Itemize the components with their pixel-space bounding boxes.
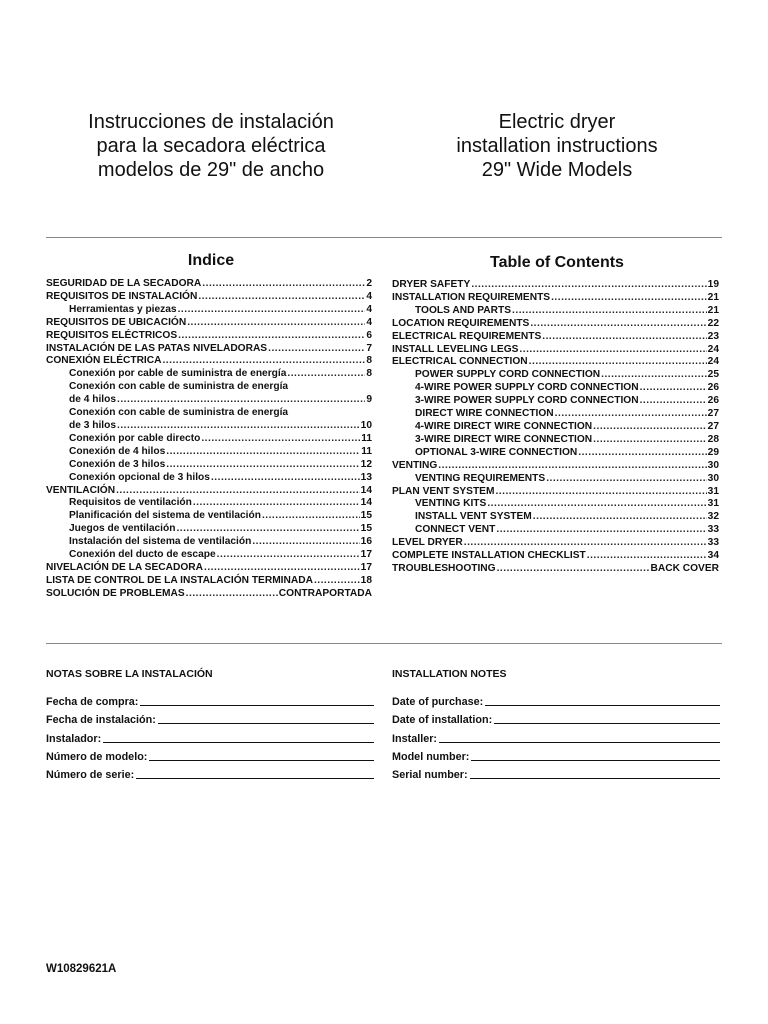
toc-entry-page: 17	[360, 549, 372, 561]
toc-entry-page: 27	[707, 408, 719, 420]
title-spanish	[46, 110, 376, 182]
toc-entry	[392, 331, 719, 344]
toc-entry	[46, 304, 372, 317]
note-field-blank-line	[470, 777, 720, 779]
toc-leader-dots	[217, 549, 360, 562]
toc-entry-page: 28	[707, 433, 719, 445]
toc-entry-title: CONEXIÓN ELÉCTRICA	[46, 355, 162, 367]
toc-entry-title: REQUISITOS ELÉCTRICOS	[46, 329, 178, 341]
toc-entry	[392, 511, 719, 524]
toc-entry-page: 32	[707, 511, 719, 523]
toc-leader-dots	[487, 498, 706, 511]
toc-entry-title: 3-WIRE DIRECT WIRE CONNECTION	[415, 433, 593, 445]
note-field-label: Installer:	[392, 732, 438, 745]
toc-entry	[392, 305, 719, 318]
toc-entry-page: 18	[360, 574, 372, 586]
toc-leader-dots	[178, 330, 365, 343]
note-field-label: Instalador:	[46, 732, 102, 745]
toc-leader-dots	[268, 343, 365, 356]
notes-spanish	[46, 690, 374, 781]
toc-entry-page: 17	[360, 561, 372, 573]
toc-entry-title: LEVEL DRYER	[392, 537, 463, 549]
toc-entry-title: VENTING KITS	[415, 498, 487, 510]
toc-entry-page: 15	[360, 510, 372, 522]
toc-entry-title: Requisitos de ventilación	[69, 497, 192, 509]
toc-entry-page: 26	[707, 395, 719, 407]
toc-entry-page: 4	[366, 316, 372, 328]
note-field-blank-line	[136, 777, 374, 779]
toc-entry-title: SOLUCIÓN DE PROBLEMAS	[46, 587, 185, 599]
toc-entry-title: SEGURIDAD DE LA SECADORA	[46, 278, 202, 289]
toc-entry-title: 4-WIRE DIRECT WIRE CONNECTION	[415, 420, 593, 432]
toc-entry	[46, 291, 372, 304]
toc-entry	[46, 446, 372, 459]
toc-entry-title: COMPLETE INSTALLATION CHECKLIST	[392, 550, 586, 562]
toc-entry-page: 13	[360, 471, 372, 483]
toc-entry	[46, 420, 372, 433]
toc-entry-page: 9	[366, 394, 372, 406]
notes-en-heading: INSTALLATION NOTES	[392, 668, 507, 680]
toc-leader-dots	[542, 331, 706, 344]
toc-leader-dots	[187, 317, 365, 330]
toc-entry-title: 3-WIRE POWER SUPPLY CORD CONNECTION	[415, 395, 639, 407]
toc-entry	[392, 498, 719, 511]
title-es-line: modelos de 29" de ancho	[97, 159, 325, 181]
toc-entry	[392, 318, 719, 331]
toc-entry-title: INSTALL VENT SYSTEM	[415, 511, 532, 523]
toc-entry-title: de 3 hilos	[69, 419, 116, 431]
note-field-label: Número de serie:	[46, 768, 135, 781]
toc-leader-dots	[117, 420, 360, 433]
toc-entry-page: 30	[707, 459, 719, 471]
note-field	[392, 690, 720, 708]
toc-entry	[46, 523, 372, 536]
toc-entry-page: 16	[360, 536, 372, 548]
note-field	[46, 708, 374, 726]
toc-leader-dots	[202, 278, 365, 291]
toc-entry	[46, 472, 372, 485]
toc-entry-page: 6	[366, 329, 372, 341]
note-field	[392, 726, 720, 744]
toc-entry-page: 8	[366, 368, 372, 380]
note-field-blank-line	[103, 741, 374, 743]
toc-leader-dots	[640, 382, 707, 395]
toc-leader-dots	[287, 368, 365, 381]
toc-leader-dots	[601, 369, 707, 382]
toc-leader-dots	[162, 355, 365, 368]
note-field-label: Fecha de instalación:	[46, 714, 156, 727]
toc-entry-page: 24	[707, 343, 719, 355]
toc-entry-page: BACK COVER	[650, 562, 719, 574]
toc-entry	[46, 368, 372, 381]
toc-leader-dots	[578, 447, 706, 460]
toc-entry	[392, 395, 719, 408]
note-field	[392, 708, 720, 726]
toc-leader-dots	[438, 460, 706, 473]
toc-entry-title: TROUBLESHOOTING	[392, 562, 496, 574]
note-field	[392, 763, 720, 781]
toc-entry-page: 14	[360, 484, 372, 496]
toc-entry	[392, 486, 719, 499]
toc-entry-page: 7	[366, 342, 372, 354]
toc-entry	[392, 292, 719, 305]
toc-entry-title: 4-WIRE POWER SUPPLY CORD CONNECTION	[415, 382, 639, 394]
toc-leader-dots	[211, 472, 360, 485]
toc-leader-dots	[464, 537, 707, 550]
toc-entry	[46, 510, 372, 523]
toc-entry-page: 24	[707, 356, 719, 368]
toc-entry-page: 27	[707, 420, 719, 432]
toc-entry-title: Conexión opcional de 3 hilos	[69, 471, 210, 483]
divider-top	[46, 237, 722, 238]
toc-leader-dots	[546, 473, 706, 486]
toc-leader-dots	[529, 356, 707, 369]
toc-entry	[392, 563, 719, 576]
toc-entry-title: Conexión con cable de suministra de energía	[69, 407, 289, 419]
toc-entry-title: VENTILACIÓN	[46, 484, 116, 496]
toc-entry-page: 2	[366, 278, 372, 289]
toc-entry-title: ELECTRICAL CONNECTION	[392, 356, 528, 368]
title-english	[392, 110, 722, 182]
note-field	[46, 763, 374, 781]
toc-leader-dots	[587, 550, 707, 563]
toc-entry-page: 21	[707, 291, 719, 303]
toc-entry	[46, 407, 372, 420]
toc-entry-title: de 4 hilos	[69, 394, 116, 406]
toc-entry	[46, 433, 372, 446]
toc-es-heading: Indice	[187, 252, 235, 269]
toc-leader-dots	[551, 292, 707, 305]
toc-entry	[46, 575, 372, 588]
toc-leader-dots	[186, 588, 278, 601]
toc-leader-dots	[593, 434, 707, 447]
toc-entry-title: Conexión de 4 hilos	[69, 445, 166, 457]
toc-entry-page: 26	[707, 382, 719, 394]
note-field-blank-line	[158, 722, 374, 724]
toc-leader-dots	[471, 279, 706, 292]
toc-entry	[46, 562, 372, 575]
note-field	[46, 745, 374, 763]
toc-leader-dots	[640, 395, 707, 408]
note-field-label: Serial number:	[392, 768, 468, 781]
toc-leader-dots	[497, 563, 650, 576]
toc-entry	[46, 459, 372, 472]
toc-entry-page: 23	[707, 330, 719, 342]
toc-entry-page: 12	[360, 458, 372, 470]
toc-entry-title: NIVELACIÓN DE LA SECADORA	[46, 561, 203, 573]
toc-entry-title: VENTING	[392, 459, 438, 471]
toc-entry-page: 31	[707, 485, 719, 497]
toc-entry	[392, 460, 719, 473]
toc-leader-dots	[519, 344, 706, 357]
toc-leader-dots	[198, 291, 365, 304]
toc-entry-title: LISTA DE CONTROL DE LA INSTALACIÓN TERMINADA	[46, 574, 313, 586]
toc-entry	[46, 588, 372, 601]
toc-entry	[392, 356, 719, 369]
toc-entry-page: 15	[360, 523, 372, 535]
title-en-line: Electric dryer	[498, 111, 616, 133]
toc-entry-page: 33	[707, 524, 719, 536]
toc-entry-title: INSTALACIÓN DE LAS PATAS NIVELADORAS	[46, 342, 268, 354]
notes-english	[392, 690, 720, 781]
toc-leader-dots	[262, 510, 360, 523]
toc-entry	[46, 330, 372, 343]
toc-entry-title: Juegos de ventilación	[69, 523, 176, 535]
toc-entry-page: 14	[360, 497, 372, 509]
toc-entry-title: Conexión con cable de suministra de energía	[69, 381, 289, 393]
toc-entry-title: Conexión del ducto de escape	[69, 549, 216, 561]
note-field	[46, 726, 374, 744]
toc-entry-title: POWER SUPPLY CORD CONNECTION	[415, 369, 601, 381]
toc-en-heading: Table of Contents	[490, 254, 624, 271]
toc-entry	[392, 421, 719, 434]
note-field-blank-line	[149, 759, 374, 761]
note-field-blank-line	[485, 704, 720, 706]
toc-entry-title: PLAN VENT SYSTEM	[392, 485, 495, 497]
toc-entry	[392, 408, 719, 421]
note-field-blank-line	[494, 722, 720, 724]
toc-entry	[392, 279, 719, 292]
note-field-label: Date of installation:	[392, 714, 493, 727]
toc-leader-dots	[496, 524, 706, 537]
toc-entry-title: CONNECT VENT	[415, 524, 496, 536]
toc-entry	[46, 317, 372, 330]
toc-leader-dots	[178, 304, 366, 317]
title-es-line: para la secadora eléctrica	[96, 135, 326, 157]
toc-entry-page: 22	[707, 317, 719, 329]
toc-leader-dots	[166, 446, 360, 459]
note-field-blank-line	[439, 741, 720, 743]
toc-entry	[46, 278, 372, 291]
toc-entry-title: REQUISITOS DE INSTALACIÓN	[46, 290, 198, 302]
document-code: W10829621A	[46, 963, 117, 975]
toc-leader-dots	[176, 523, 359, 536]
toc-entry	[392, 537, 719, 550]
toc-entry-title: Planificación del sistema de ventilación	[69, 510, 261, 522]
note-field-label: Fecha de compra:	[46, 696, 139, 709]
toc-leader-dots	[252, 536, 359, 549]
toc-entry	[46, 381, 372, 394]
toc-entry-title: DIRECT WIRE CONNECTION	[415, 408, 554, 420]
notes-es-heading: NOTAS SOBRE LA INSTALACIÓN	[46, 668, 213, 680]
toc-entry-title: INSTALLATION REQUIREMENTS	[392, 291, 551, 303]
toc-entry-page: 33	[707, 537, 719, 549]
toc-entry	[392, 369, 719, 382]
toc-entry	[392, 550, 719, 563]
toc-entry-title: TOOLS AND PARTS	[415, 304, 512, 316]
toc-entry-page: 4	[366, 290, 372, 302]
toc-leader-dots	[512, 305, 707, 318]
toc-entry-title: REQUISITOS DE UBICACIÓN	[46, 316, 187, 328]
toc-entry	[392, 344, 719, 357]
toc-entry	[46, 549, 372, 562]
toc-entry-title: VENTING REQUIREMENTS	[415, 472, 546, 484]
toc-entry	[46, 497, 372, 510]
toc-entry-title: OPTIONAL 3-WIRE CONNECTION	[415, 446, 578, 458]
toc-entry	[392, 524, 719, 537]
toc-entry	[392, 447, 719, 460]
note-field	[392, 745, 720, 763]
note-field-label: Model number:	[392, 750, 470, 763]
toc-entry-page: 21	[707, 304, 719, 316]
toc-leader-dots	[495, 486, 706, 499]
toc-entry-title: INSTALL LEVELING LEGS	[392, 343, 519, 355]
toc-entry	[46, 394, 372, 407]
toc-entry-title: ELECTRICAL REQUIREMENTS	[392, 330, 542, 342]
toc-leader-dots	[593, 421, 707, 434]
toc-entry	[392, 382, 719, 395]
toc-entry-page: 4	[366, 303, 372, 315]
toc-entry-page: 25	[707, 369, 719, 381]
title-en-line: installation instructions	[456, 135, 658, 157]
toc-leader-dots	[117, 394, 365, 407]
toc-entry-page: 11	[361, 432, 372, 444]
toc-entry	[46, 343, 372, 356]
toc-entry-page: 19	[707, 279, 719, 290]
toc-entry-page: 11	[361, 445, 372, 457]
title-es-line: Instrucciones de instalación	[88, 111, 334, 133]
title-en-line: 29" Wide Models	[481, 159, 633, 181]
toc-entry-title: Herramientas y piezas	[69, 303, 177, 315]
toc-leader-dots	[166, 459, 359, 472]
toc-entry-page: 31	[707, 498, 719, 510]
toc-entry-title: DRYER SAFETY	[392, 279, 471, 290]
toc-entry-page: 8	[366, 355, 372, 367]
toc-leader-dots	[533, 511, 707, 524]
toc-english	[392, 279, 719, 576]
toc-spanish	[46, 278, 372, 601]
toc-entry-page: 30	[707, 472, 719, 484]
toc-entry	[392, 434, 719, 447]
toc-leader-dots	[530, 318, 706, 331]
toc-entry	[46, 485, 372, 498]
toc-entry-page: CONTRAPORTADA	[278, 587, 372, 599]
toc-entry-title: Conexión por cable de suministra de energía	[69, 368, 287, 380]
toc-entry	[46, 536, 372, 549]
divider-middle	[46, 643, 722, 644]
toc-entry-page: 10	[360, 419, 372, 431]
toc-entry-page: 29	[707, 446, 719, 458]
note-field-blank-line	[471, 759, 720, 761]
toc-entry-title: Conexión de 3 hilos	[69, 458, 166, 470]
toc-leader-dots	[204, 562, 360, 575]
toc-entry-title: Instalación del sistema de ventilación	[69, 536, 252, 548]
toc-leader-dots	[555, 408, 707, 421]
toc-leader-dots	[116, 485, 360, 498]
toc-entry	[392, 473, 719, 486]
toc-entry-page: 34	[707, 550, 719, 562]
toc-entry	[46, 355, 372, 368]
note-field	[46, 690, 374, 708]
toc-leader-dots	[193, 497, 360, 510]
note-field-label: Número de modelo:	[46, 750, 148, 763]
note-field-blank-line	[140, 704, 374, 706]
toc-entry-title: Conexión por cable directo	[69, 432, 201, 444]
toc-leader-dots	[314, 575, 360, 588]
toc-entry-title: LOCATION REQUIREMENTS	[392, 317, 530, 329]
note-field-label: Date of purchase:	[392, 696, 484, 709]
toc-leader-dots	[201, 433, 360, 446]
